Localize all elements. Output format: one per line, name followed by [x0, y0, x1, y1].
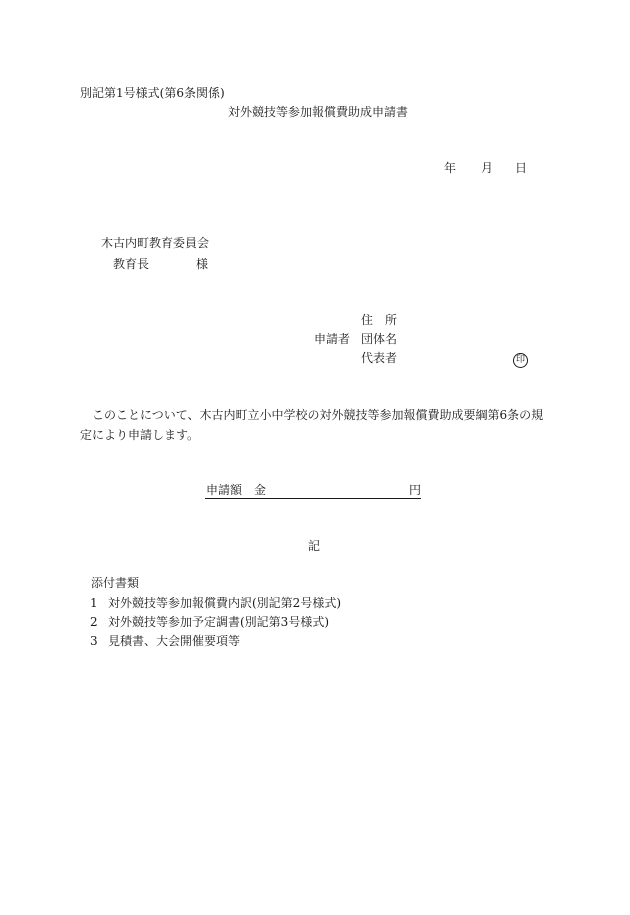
document-title: 対外競技等参加報償費助成申請書 — [228, 105, 409, 119]
applicant-address-label: 住 所 — [361, 313, 398, 327]
seal-icon: 印 — [513, 353, 528, 368]
note-heading: 記 — [308, 539, 321, 553]
applicant-seal-mark — [513, 350, 528, 368]
addressee-honorific: 様 — [196, 257, 209, 271]
date-day: 日 — [515, 161, 528, 175]
attachments-heading: 添付書類 — [91, 576, 140, 590]
addressee-position: 教育長 — [113, 257, 150, 271]
addressee-organization: 木古内町教育委員会 — [101, 236, 210, 250]
application-amount-line — [205, 482, 421, 499]
amount-suffix: 円 — [408, 483, 421, 497]
attachment-item-text: 対外競技等参加報償費内訳(別記第2号様式) — [108, 596, 341, 610]
attachment-item-num: 1 — [90, 596, 98, 610]
attachment-item-num: 2 — [90, 615, 98, 629]
application-body-text: このことについて、木古内町立小中学校の対外競技等参加報償費助成要綱第6条の規定により申請します。 — [80, 408, 544, 442]
amount-label: 申請額 — [206, 483, 243, 497]
applicant-label: 申請者 — [314, 332, 351, 346]
attachment-item-text: 対外競技等参加予定調書(別記第3号様式) — [108, 615, 329, 629]
attachment-item-text: 見積書、大会開催要項等 — [108, 634, 241, 648]
applicant-representative-label: 代表者 — [361, 351, 398, 365]
form-number: 別記第1号様式(第6条関係) — [80, 86, 225, 100]
amount-prefix: 金 — [254, 483, 267, 497]
date-month: 月 — [481, 161, 494, 175]
attachment-item-num: 3 — [90, 634, 98, 648]
date-year: 年 — [444, 161, 457, 175]
applicant-group-label: 団体名 — [361, 332, 398, 346]
